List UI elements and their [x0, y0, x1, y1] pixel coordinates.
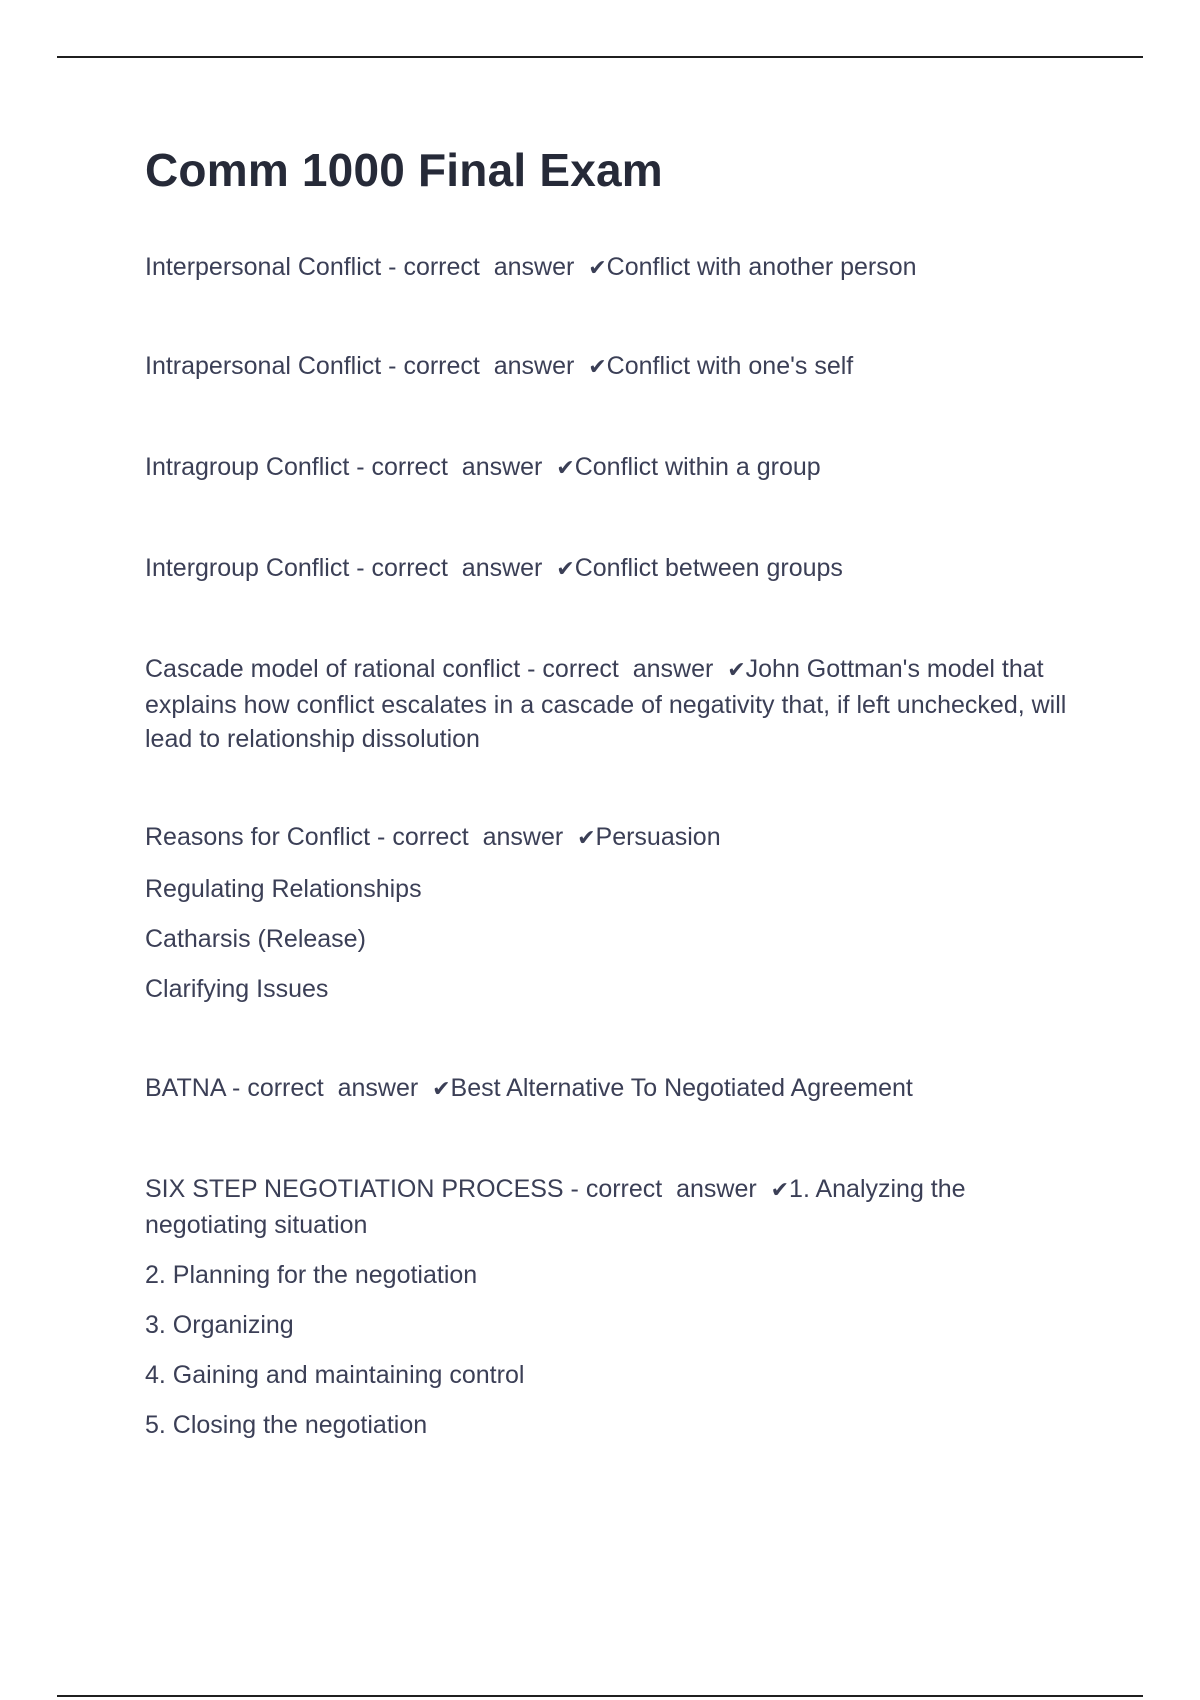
checkmark-icon: ✔ — [727, 658, 746, 683]
checkmark-icon: ✔ — [770, 1178, 790, 1203]
term-text: Intrapersonal Conflict - correct answer — [145, 352, 589, 380]
qa-entry — [145, 349, 1085, 385]
answer-line: Clarifying Issues — [145, 975, 329, 1003]
checkmark-icon: ✔ — [588, 355, 607, 380]
checkmark-icon: ✔ — [577, 826, 596, 851]
qa-entry — [145, 1172, 1085, 1442]
term-text: BATNA - correct answer — [145, 1074, 433, 1102]
qa-entry — [145, 551, 1085, 587]
answer-line: 4. Gaining and maintaining control — [145, 1361, 525, 1389]
term-text: Intergroup Conflict - correct answer — [145, 554, 557, 582]
document-title: Comm 1000 Final Exam — [145, 144, 663, 196]
term-text: SIX STEP NEGOTIATION PROCESS - correct answer — [145, 1175, 771, 1203]
answer-text: John Gottman's model that explains how conflict escalates in a cascade of negativity that, if left unchecked, will lead to relationship dissolution — [145, 655, 1074, 753]
answer-line: 3. Organizing — [145, 1311, 294, 1339]
answer-text: Conflict within a group — [574, 453, 821, 481]
answer-text: 1. Analyzing the negotiating situation — [145, 1175, 973, 1239]
qa-entry — [145, 820, 1085, 1006]
answer-text: Best Alternative To Negotiated Agreement — [450, 1074, 913, 1102]
checkmark-icon: ✔ — [556, 557, 575, 582]
qa-entry — [145, 450, 1085, 486]
checkmark-icon: ✔ — [588, 256, 607, 281]
bottom-rule — [57, 1695, 1143, 1697]
answer-line: Regulating Relationships — [145, 875, 422, 903]
document-body — [145, 140, 1085, 1439]
answer-line: Catharsis (Release) — [145, 925, 366, 953]
answer-text: Conflict between groups — [574, 554, 843, 582]
term-text: Intragroup Conflict - correct answer — [145, 453, 557, 481]
top-rule — [57, 56, 1143, 58]
qa-entry — [145, 652, 1085, 756]
checkmark-icon: ✔ — [432, 1077, 451, 1102]
answer-text: Persuasion — [595, 823, 721, 851]
answer-line: 5. Closing the negotiation — [145, 1411, 428, 1439]
term-text: Reasons for Conflict - correct answer — [145, 823, 578, 851]
answer-text: Conflict with one's self — [606, 352, 854, 380]
checkmark-icon: ✔ — [556, 456, 575, 481]
answer-line: 2. Planning for the negotiation — [145, 1261, 478, 1289]
answer-text: Conflict with another person — [606, 253, 917, 281]
term-text: Interpersonal Conflict - correct answer — [145, 253, 589, 281]
term-text: Cascade model of rational conflict - correct answer — [145, 655, 728, 683]
qa-entry — [145, 250, 1085, 286]
qa-entry — [145, 1071, 1085, 1107]
